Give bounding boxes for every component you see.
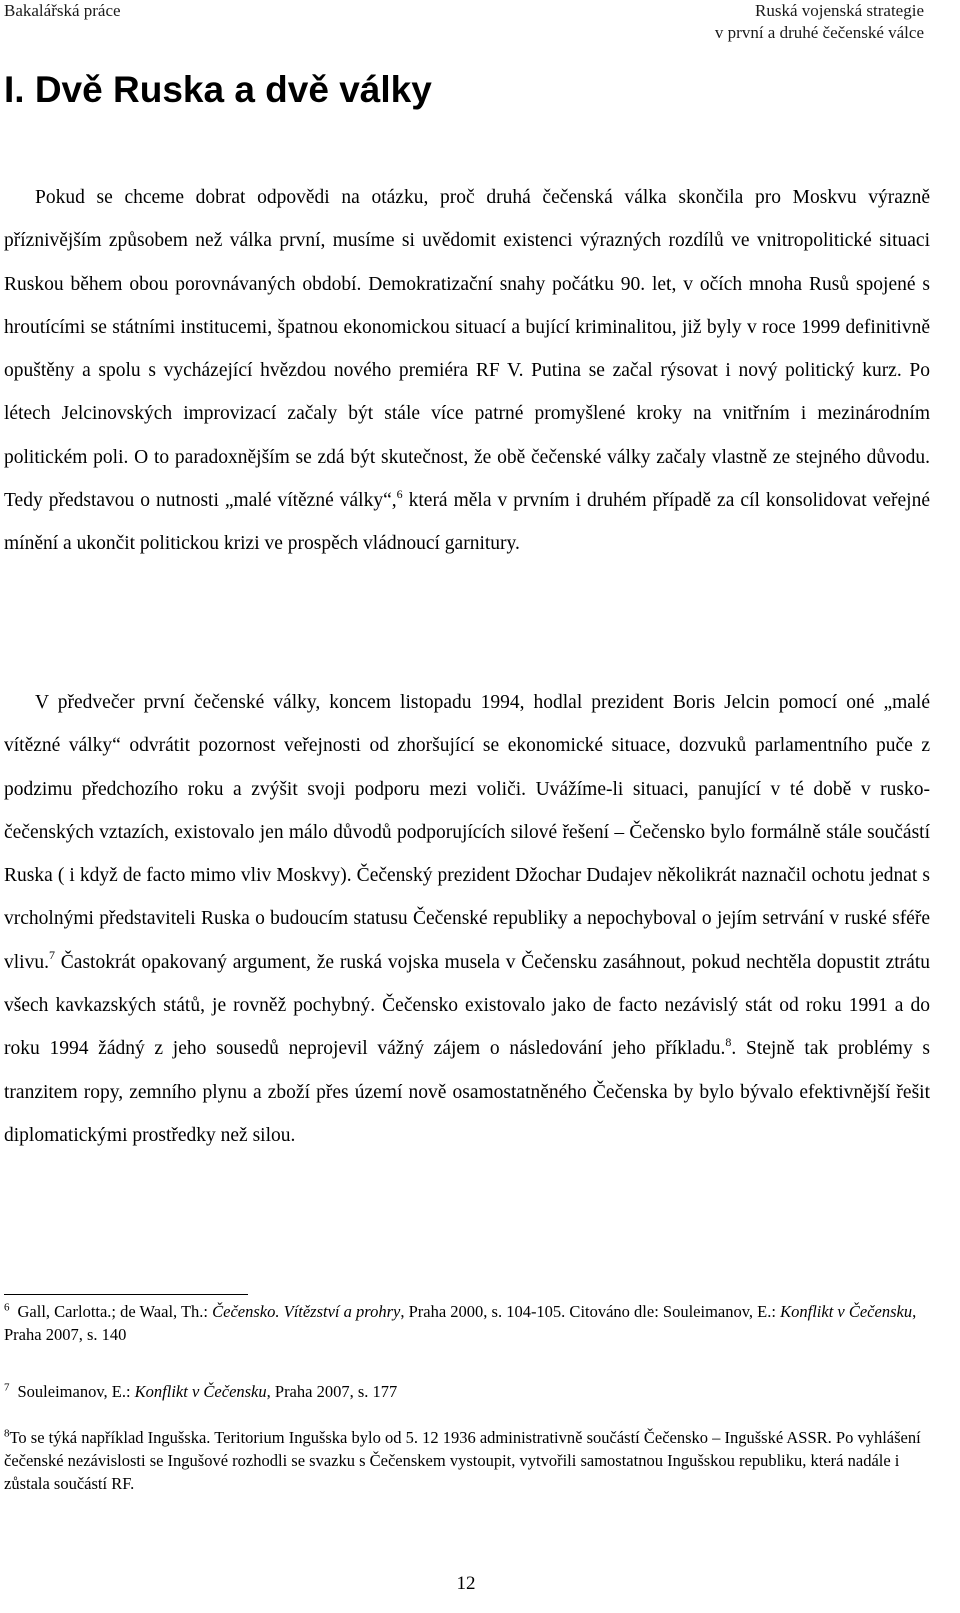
footnote-7-number: 7: [4, 1381, 10, 1394]
footnote-reference-8[interactable]: 8: [725, 1034, 732, 1049]
paragraph-2-text-c: . Stejně tak problémy s tranzitem ropy, zemního plynu a zboží přes území nově osamostatněného Čečenska by bylo bývalo efektivnější řešit diplomatickými prostředky než silou.: [4, 1038, 930, 1146]
running-header-right-line1: Ruská vojenská strategie: [754, 1, 924, 20]
chapter-title: I. Dvě Ruska a dvě války: [4, 69, 432, 110]
paragraph-2-text-b: Častokrát opakovaný argument, že ruská vojska musela v Čečensku zasáhnout, pokud nechtěla dopustit ztrátu všech kavkazských států, je rovněž pochybný. Čečensko existovalo jako de facto nezávislý stát od roku 1991 a do roku 1994 žádný z jeho sousedů neprojevil vážný zájem o následování jeho příkladu.: [4, 951, 930, 1060]
paragraph-2-text-a: V předvečer první čečenské války, koncem listopadu 1994, hodlal prezident Boris Jelcin pomocí oné „malé vítězné války“ odvrátit pozornost veřejnosti od zhoršující se ekonomické situace, dozvuků parlamentního puče z podzimu předchozího roku a zvýšit svoji podporu mezi voliči. Uvážíme-li situaci, panující v té době v rusko-čečenských vztazích, existovalo jen málo důvodů podporujících silové řešení – Čečensko bylo formálně stále součástí Ruska ( i když de facto mimo vliv Moskvy). Čečenský prezident Džochar Dudajev několikrát naznačil ochotu jednat s vrcholnými představiteli Ruska o budoucím statusu Čečenské republiky a nepochyboval o jejím setrvání v ruské sféře vlivu.: [4, 692, 930, 973]
footnote-8: [4, 1426, 930, 1495]
footnote-6-mid: , Praha 2000, s. 104-105. Citováno dle: Souleimanov, E.:: [400, 1302, 781, 1321]
running-header-left: Bakalářská práce: [4, 1, 121, 20]
footnote-7: [4, 1380, 930, 1403]
footnote-7-title: Konflikt v Čečensku: [134, 1382, 267, 1401]
footnote-6-title: Čečensko. Vítězství a prohry: [212, 1302, 401, 1321]
footnote-6: [4, 1300, 930, 1346]
footnote-8-text: To se týká například Ingušska. Teritorium Ingušska bylo od 5. 12 1936 administrativně součástí Čečensko – Ingušské ASSR. Po vyhlášení čečenské nezávislosti se Ingušové rozhodli se svazku s Čečenskem vystoupit, vytvořili samostatnou Ingušskou republiku, která nadále i zůstala součástí RF.: [4, 1428, 921, 1493]
footnote-reference-6[interactable]: 6: [396, 486, 403, 501]
footnote-6-title-2: Konflikt v Čečensku: [780, 1302, 913, 1321]
footnote-7-pre: Souleimanov, E.:: [17, 1382, 135, 1401]
paragraph-1-text-b: která měla v prvním i druhém případě za cíl konsolidovat veřejné mínění a ukončit politickou krizi ve prospěch vládnoucí garnitury.: [4, 490, 931, 555]
running-header-right-line2: v první a druhé čečenské válce: [714, 23, 924, 42]
body-paragraph-1: [4, 176, 930, 566]
footnote-7-post: , Praha 2007, s. 177: [266, 1382, 398, 1401]
footnote-6-post: , Praha 2007, s. 140: [4, 1302, 917, 1344]
footnote-6-pre: Gall, Carlotta.; de Waal, Th.:: [17, 1302, 213, 1321]
footnote-reference-7[interactable]: 7: [48, 948, 55, 963]
footnote-8-number: 8: [4, 1427, 10, 1440]
footnote-separator: [4, 1294, 248, 1295]
footnote-6-number: 6: [4, 1301, 10, 1314]
running-header-right: [715, 0, 924, 44]
body-paragraph-2: [4, 681, 930, 1157]
page-number: 12: [456, 1573, 476, 1594]
paragraph-1-text-a: Pokud se chceme dobrat odpovědi na otázku, proč druhá čečenská válka skončila pro Moskvu výrazně příznivějším způsobem než válka první, musíme si uvědomit existenci výrazných rozdílů ve vnitropolitické situaci Ruskou během obou porovnávaných období. Demokratizační snahy počátku 90. let, v očích mnoha Rusů spojené s hroutícími se státními institucemi, špatnou ekonomickou situací a bující kriminalitou, již byly v roce 1999 definitivně opuštěny a spolu s vycházející hvězdou nového premiéra RF V. Putina se začal rýsovat i nový politický kurz. Po létech Jelcinovských improvizací začaly být stále více patrné promyšlené kroky na vnitřním i mezinárodním politickém poli. O to paradoxnějším se zdá být skutečnost, že obě čečenské války začaly vlastně ze stejného důvodu. Tedy představou o nutnosti „malé vítězné války“,: [4, 187, 930, 512]
